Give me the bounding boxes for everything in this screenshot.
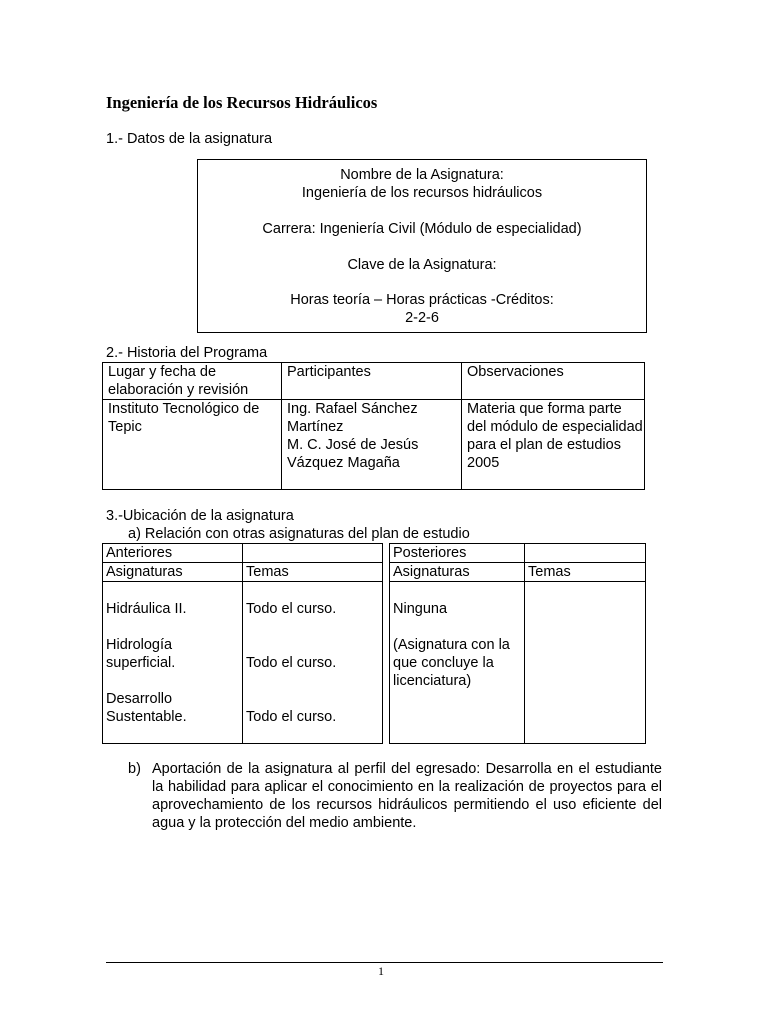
history-header-participantes: Participantes [282,363,462,400]
history-row [103,400,645,490]
posteriores-label: Posteriores [390,544,525,563]
horas-label: Horas teoría – Horas prácticas -Créditos: [290,292,554,308]
anteriores-empty-cell [243,544,383,563]
posteriores-temas [525,582,646,744]
history-table [102,362,645,490]
course-name-label: Nombre de la Asignatura: [340,167,504,183]
anteriores-asignaturas [103,582,243,744]
horas-value: 2-2-6 [405,310,439,326]
posteriores-asignaturas [390,582,525,744]
posteriores-empty-cell [525,544,646,563]
anterior-tema-1: Todo el curso. [246,601,337,617]
course-data-box [197,159,647,333]
posterior-asignatura-1: Ninguna [393,601,448,617]
carrera-text: Carrera: Ingeniería Civil (Módulo de especialidad) [262,221,582,237]
footer-divider [106,962,663,963]
anterior-tema-3: Todo el curso. [246,709,337,725]
posterior-asignatura-2: (Asignatura con la que concluye la licenciatura) [393,637,510,689]
anterior-asignatura-2b: superficial. [106,655,176,671]
anteriores-col-asignaturas: Asignaturas [103,563,243,582]
history-header-row [103,363,645,400]
aportacion-text: Aportación de la asignatura al perfil del egresado: Desarrolla en el estudiante la habilidad para aplicar el conocimiento en la realización de proyectos para el aprovechamiento de los recursos hidráulicos permitiendo el uso eficiente del agua y la protección del medio ambiente. [152,761,662,831]
history-lugar: Instituto Tecnológico de Tepic [103,400,282,490]
anteriores-table [102,543,383,744]
section3-subheading: a) Relación con otras asignaturas del plan de estudio [128,526,470,542]
aportacion-label: b) [128,761,141,777]
section1-heading: 1.- Datos de la asignatura [106,131,273,147]
section2-heading: 2.- Historia del Programa [106,345,268,361]
posteriores-table [389,543,646,744]
participant-2: M. C. José de Jesús Vázquez Magaña [287,437,419,471]
participant-1: Ing. Rafael Sánchez Martínez [287,401,418,435]
page-number: 1 [378,964,384,978]
course-name-value: Ingeniería de los recursos hidráulicos [301,185,543,201]
anterior-asignatura-1: Hidráulica II. [106,601,187,617]
posteriores-col-asignaturas: Asignaturas [390,563,525,582]
document-title: Ingeniería de los Recursos Hidráulicos [106,93,378,112]
clave-label: Clave de la Asignatura: [347,257,497,273]
anteriores-temas [243,582,383,744]
anterior-tema-2: Todo el curso. [246,655,337,671]
anterior-asignatura-3a: Desarrollo [106,691,173,707]
anterior-asignatura-3b: Sustentable. [106,709,187,725]
history-header-lugar: Lugar y fecha de elaboración y revisión [103,363,282,400]
anteriores-label: Anteriores [103,544,243,563]
history-header-observaciones: Observaciones [462,363,645,400]
history-participantes [282,400,462,490]
history-observaciones: Materia que forma parte del módulo de especialidad para el plan de estudios 2005 [462,400,645,490]
posteriores-col-temas: Temas [525,563,646,582]
section3-heading: 3.-Ubicación de la asignatura [106,508,294,524]
anterior-asignatura-2a: Hidrología [106,637,173,653]
anteriores-col-temas: Temas [243,563,383,582]
